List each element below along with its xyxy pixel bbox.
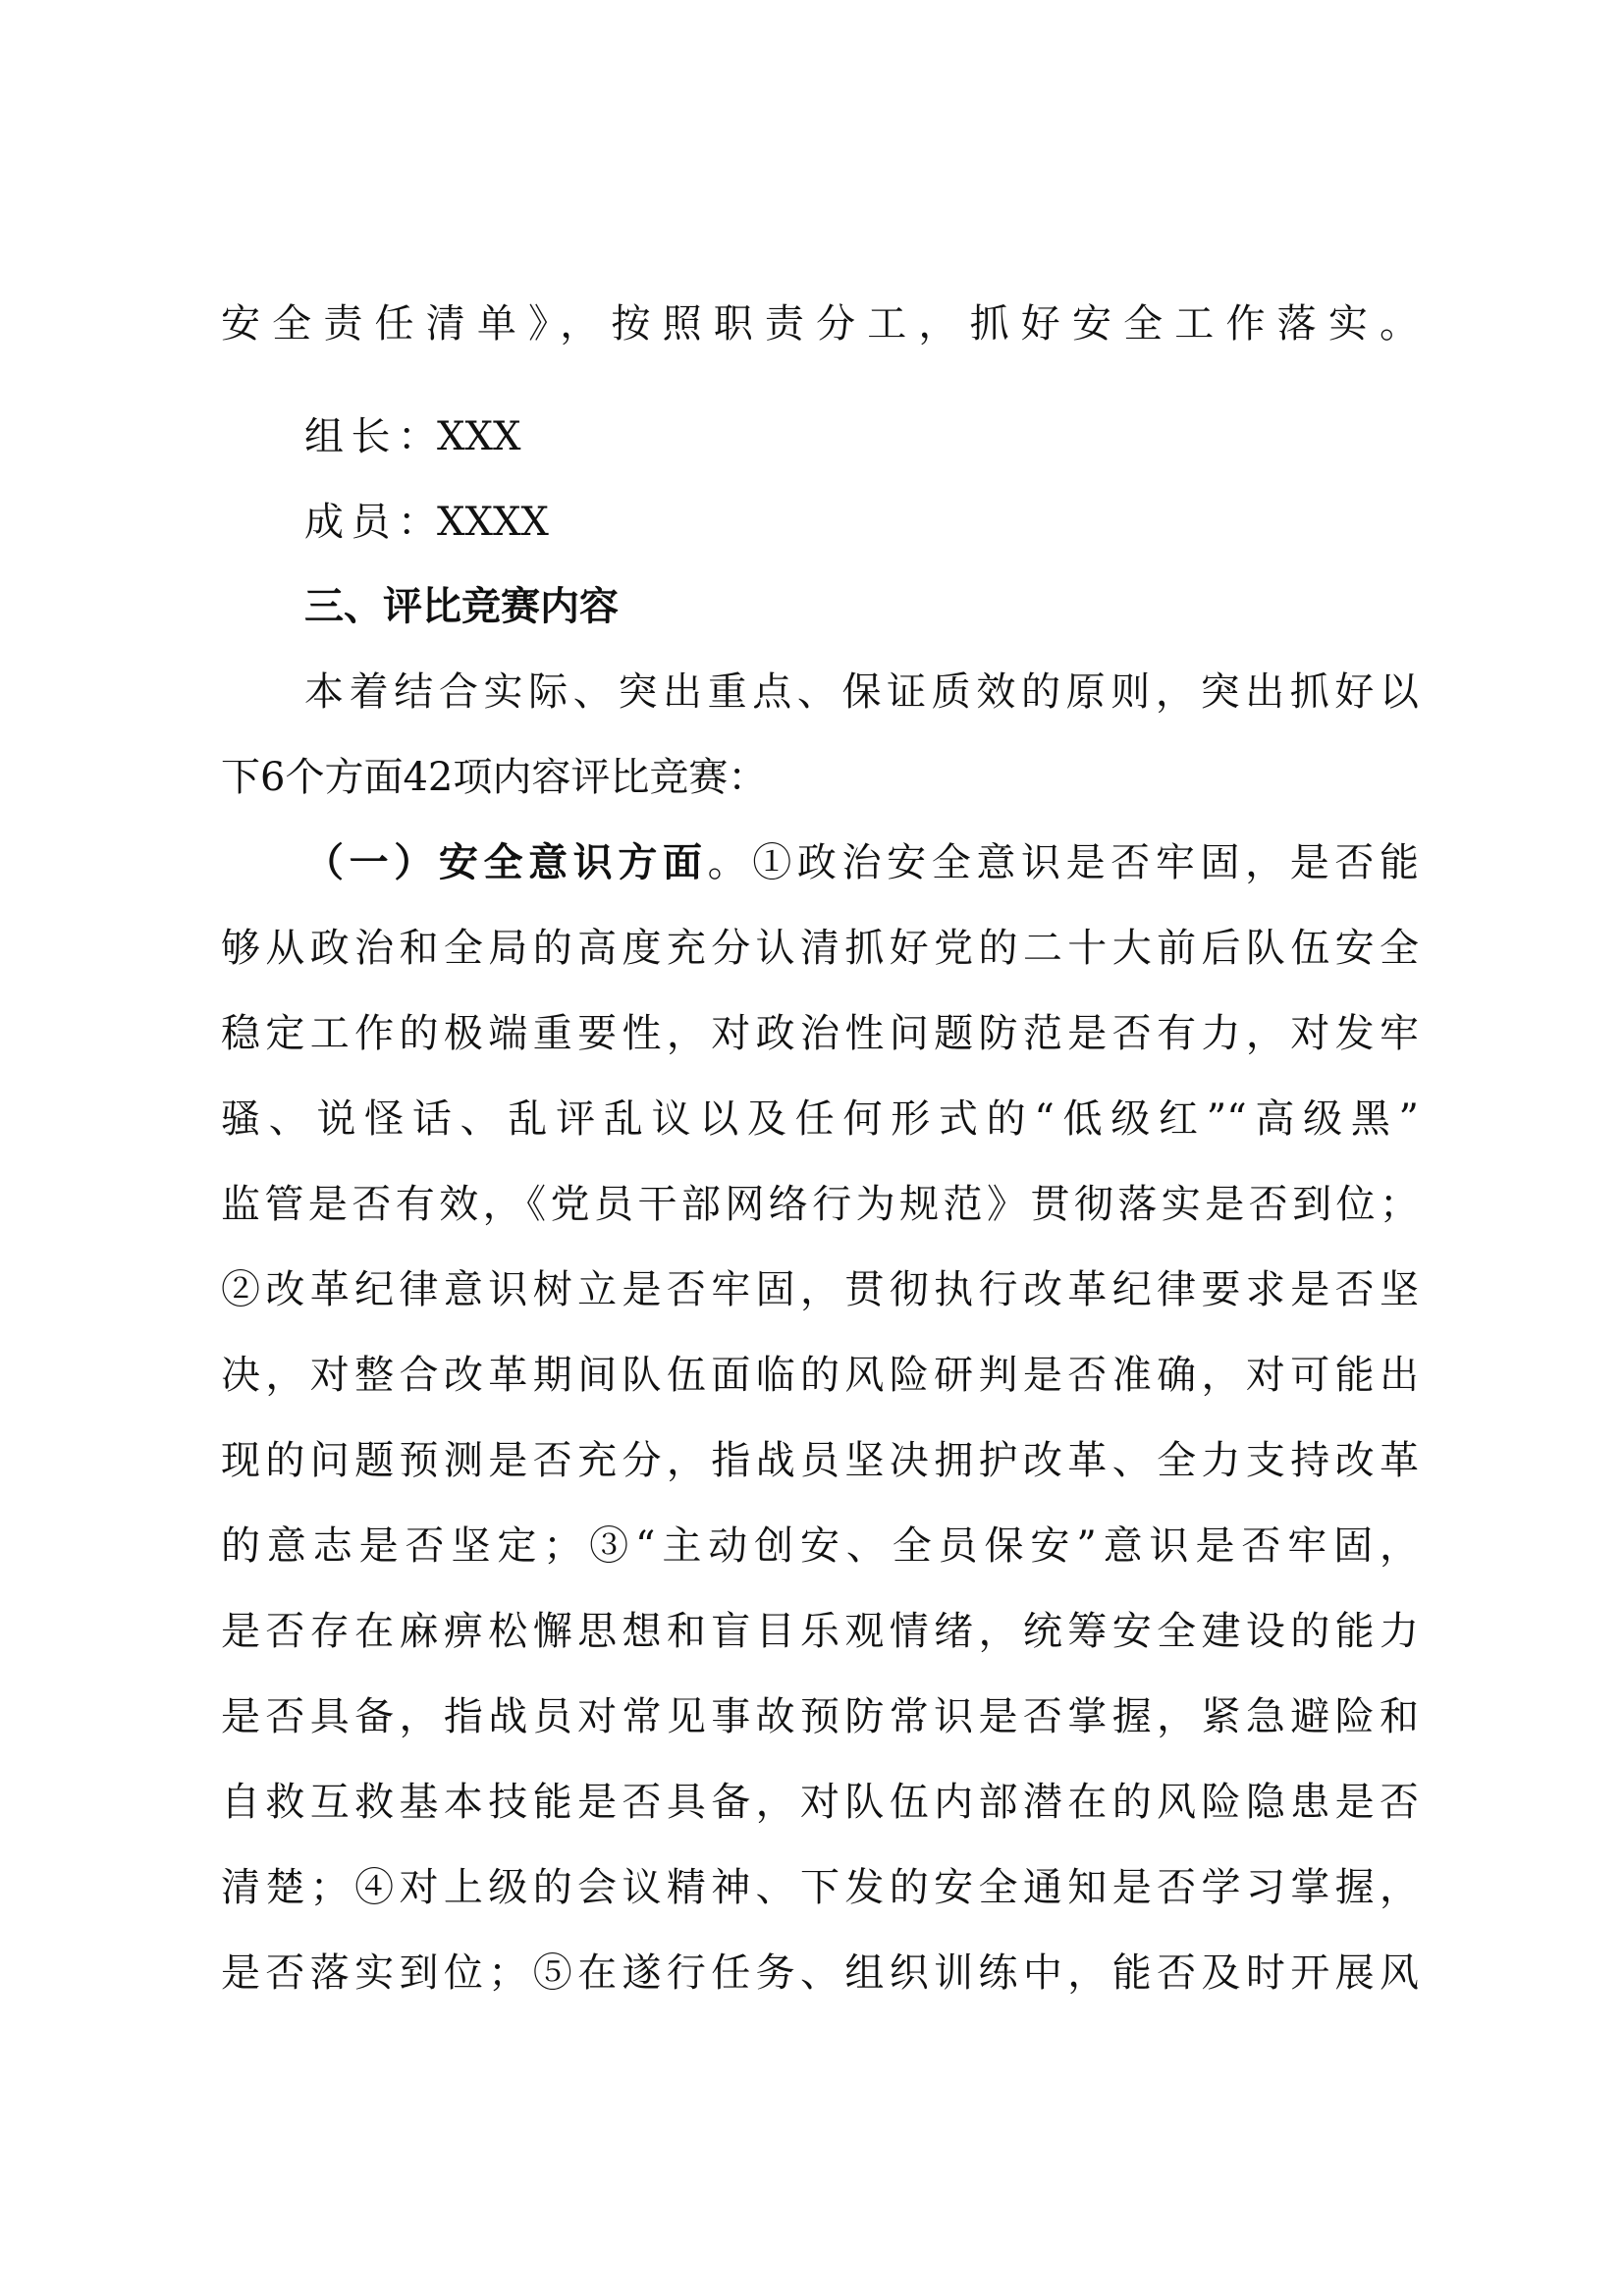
paragraph-line: 骚、说怪话、乱评乱议以及任何形式的“低级红”“高级黑” [221, 1096, 1419, 1142]
paragraph-line: 够从政治和全局的高度充分认清抓好党的二十大前后队伍安全 [221, 926, 1419, 971]
paragraph-line: 本着结合实际、突出重点、保证质效的原则，突出抓好以 [304, 669, 1419, 715]
members-line [304, 493, 1419, 552]
paragraph-line: 决，对整合改革期间队伍面临的风险研判是否准确，对可能出 [221, 1353, 1419, 1398]
subsection-line [304, 833, 1419, 892]
paragraph-line: 是否具备，指战员对常见事故预防常识是否掌握，紧急避险和 [221, 1694, 1419, 1739]
paragraph-line: 安全责任清单》，按照职责分工，抓好安全工作落实。 [221, 301, 1419, 347]
paragraph-line: 自救互救基本技能是否具备，对队伍内部潜在的风险隐患是否 [221, 1780, 1419, 1825]
paragraph-line: 监管是否有效，《党员干部网络行为规范》贯彻落实是否到位； [221, 1182, 1419, 1227]
paragraph-line: 是否落实到位；⑤在遂行任务、组织训练中，能否及时开展风 [221, 1950, 1419, 1996]
paragraph-line: 下6个方面42项内容评比竞赛： [221, 755, 768, 800]
group-leader-label: 组长： [304, 414, 437, 459]
group-leader-line [304, 407, 1419, 466]
paragraph-line: 的意志是否坚定；③“主动创安、全员保安”意识是否牢固， [221, 1523, 1419, 1569]
paragraph-line: 清楚；④对上级的会议精神、下发的安全通知是否学习掌握， [221, 1865, 1419, 1910]
paragraph-line: ②改革纪律意识树立是否牢固，贯彻执行改革纪律要求是否坚 [221, 1267, 1419, 1312]
section-heading: 三、评比竞赛内容 [304, 584, 619, 629]
subsection-title: （一）安全意识方面 [304, 839, 708, 885]
subsection-text: 。①政治安全意识是否牢固，是否能 [707, 840, 1419, 885]
paragraph-line: 是否存在麻痹松懈思想和盲目乐观情绪，统筹安全建设的能力 [221, 1609, 1419, 1654]
members-label: 成员： [304, 500, 437, 545]
group-leader-value: XXX [437, 414, 521, 459]
paragraph-line: 稳定工作的极端重要性，对政治性问题防范是否有力，对发牢 [221, 1011, 1419, 1056]
paragraph-line: 现的问题预测是否充分，指战员坚决拥护改革、全力支持改革 [221, 1438, 1419, 1483]
members-value: XXXX [437, 500, 549, 545]
